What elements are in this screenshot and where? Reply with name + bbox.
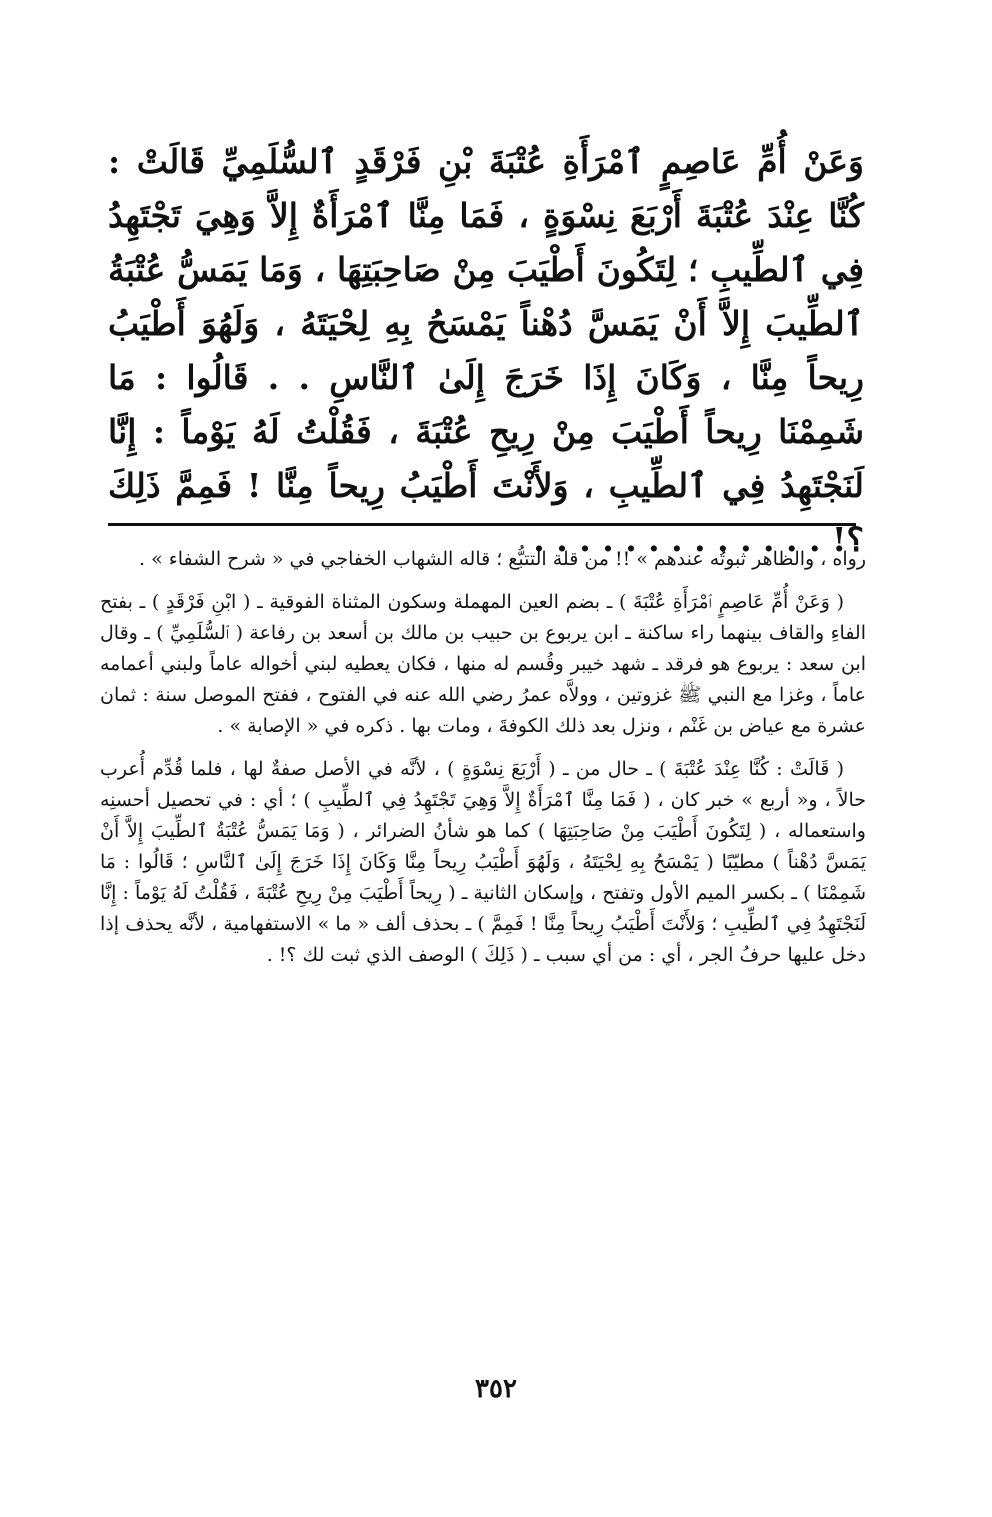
footnote-divider [108, 523, 856, 526]
hadith-main-text [108, 135, 864, 567]
commentary-paragraph-3: ( قَالَتْ : كُنَّا عِنْدَ عُتْبَةَ ) ـ حال من ـ ( أَرْبَعَ نِسْوَةٍ ) ، لأنَّه في الأصل صفةٌ لها ، فلما قُدِّم أُعرب حالاً ، و« أربع » خبر كان ، ( فَمَا مِنَّا ٱمْرَأَةٌ إِلاَّ وَهِيَ تَجْتَهِدُ فِي ٱلطِّيبِ ) ؛ أي : في تحصيل أحسنِه واستعماله ، ( لِتَكُونَ أَطْيَبَ مِنْ صَاحِبَتِهَا ) كما هو شأنُ الضرائر ، ( وَمَا يَمَسُّ عُتْبَةُ ٱلطِّيبَ إِلاَّ أَنْ يَمَسَّ دُهْناً ) مطيّبًا ( يَمْسَحُ بِهِ لِحْيَتَهُ ، وَلَهُوَ أَطْيَبُ رِيحاً مِنَّا وَكَانَ إِذَا خَرَجَ إِلَىٰ ٱلنَّاسِ ؛ قَالُوا : مَا شَمِمْنَا ) ـ بكسر الميم الأول وتفتح ، وإسكان الثانية ـ ( رِيحاً أَطْيَبَ مِنْ رِيحِ عُتْبَةَ ، فَقُلْتُ لَهُ يَوْماً : إِنَّا لَنَجْتَهِدُ فِي ٱلطِّيبِ ؛ وَلأَنْتَ أَطْيَبُ رِيحاً مِنَّا ! فَمِمَّ ) ـ بحذف ألف « ما » الاستفهامية ، لأنَّه يحذف إذا دخل عليها حرفُ الجر ، أي : من أي سبب ـ ( ذَلِكَ ) الوصف الذي ثبت لك ؟! . [100, 758, 866, 966]
commentary-paragraph-2: ( وَعَنْ أُمِّ عَاصِمٍ ٱمْرَأَةِ عُتْبَةَ ) ـ بضم العين المهملة وسكون المثناة الفوقية ـ ( ابْنِ فَرْقَدٍ ) ـ بفتح الفاءِ والقاف بينهما راء ساكنة ـ ابن يربوع بن حبيب بن مالك بن أسعد بن رفاعة ( ٱلسُّلَمِيِّ ) ـ وقال ابن سعد : يربوع هو فرقد ـ شهد خيبر وقُسم له منها ، فكان يعطيه لبني أخواله عاماً ولبني أعمامه عاماً ، وغزا مع النبي ﷺ غزوتين ، وولاَّه عمرُ رضي الله عنه في الفتوح ، ففتح الموصل سنة : ثمان عشرة مع عياض بن غَنْم ، ونزل بعد ذلك الكوفةَ ، ومات بها . ذكره في « الإصابة » . [100, 591, 866, 737]
commentary-paragraph-1: رواه ، والظاهر ثبوتُه عندهم » !! من قلة التتبُّع ؛ قاله الشهاب الخفاجي في « شرح الشفاء » . [139, 548, 866, 570]
page-number: ٣٥٢ [475, 1374, 517, 1404]
hadith-paragraph: وَعَنْ أُمِّ عَاصِمٍ ٱمْرَأَةِ عُتْبَةَ بْنِ فَرْقَدٍ ٱلسُّلَمِيِّ قَالَتْ : كُنَّا عِنْدَ عُتْبَةَ أَرْبَعَ نِسْوَةٍ ، فَمَا مِنَّا ٱمْرَأَةٌ إِلاَّ وَهِيَ تَجْتَهِدُ فِي ٱلطِّيبِ ؛ لِتَكُونَ أَطْيَبَ مِنْ صَاحِبَتِهَا ، وَمَا يَمَسُّ عُتْبَةُ ٱلطِّيبَ إِلاَّ أَنْ يَمَسَّ دُهْناً يَمْسَحُ بِهِ لِحْيَتَهُ ، وَلَهُوَ أَطْيَبُ رِيحاً مِنَّا ، وَكَانَ إِذَا خَرَجَ إِلَىٰ ٱلنَّاسِ . . قَالُوا : مَا شَمِمْنَا رِيحاً أَطْيَبَ مِنْ رِيحِ عُتْبَةَ ، فَقُلْتُ لَهُ يَوْماً : إِنَّا لَنَجْتَهِدُ فِي ٱلطِّيبِ ، وَلأَنْتَ أَطْيَبُ رِيحاً مِنَّا ! فَمِمَّ ذَلِكَ ؟! . . . . . . . . . . . . . [108, 142, 864, 559]
commentary-section [100, 544, 866, 983]
